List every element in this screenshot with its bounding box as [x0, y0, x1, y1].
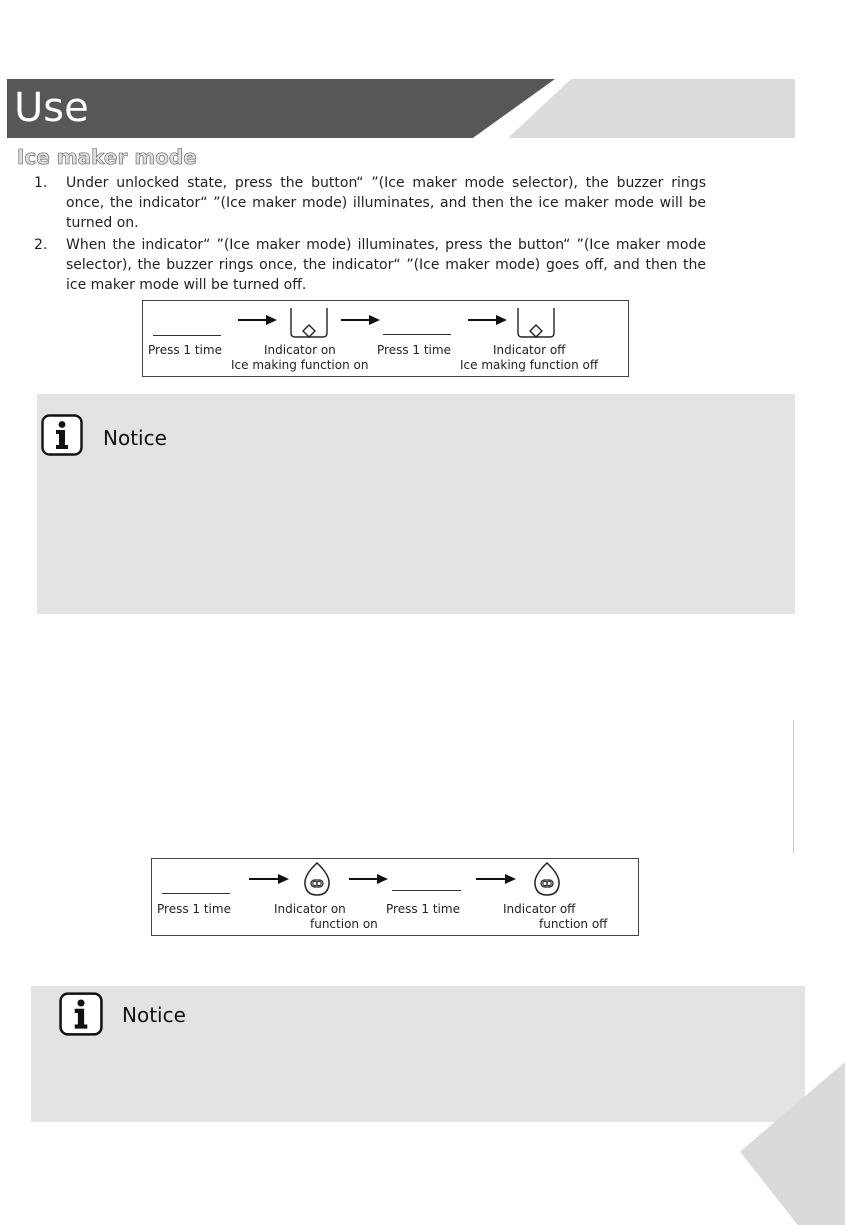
flow-step-label: Indicator off	[493, 343, 566, 357]
list-number: 2.	[34, 237, 48, 253]
flow-step-label: Press 1 time	[148, 343, 222, 357]
list-text: Under unlocked state, press the button“ ”(Ice maker mode selector), the buzzer rings once, the indicator“ ”(Ice maker mode) illuminates, and then the ice maker mode will be turned on.	[66, 175, 706, 231]
notice-title: Notice	[103, 426, 167, 450]
ice-maker-indicator-icon	[289, 305, 329, 343]
arrow-icon	[468, 319, 498, 321]
flow-step-label: Indicator off	[503, 902, 576, 916]
flow-step-label: function on	[310, 917, 378, 931]
flow-diagram-ice-maker	[142, 300, 629, 377]
droplet-indicator-icon	[532, 861, 562, 901]
flow-diagram-function	[151, 858, 639, 936]
list-text: When the indicator“ ”(Ice maker mode) illuminates, press the button“ ”(Ice maker mode selector), the buzzer rings once, the indicator“ ”(Ice maker mode) goes off, and then the ice maker mode will be turned off.	[66, 237, 706, 293]
flow-step-label: Press 1 time	[157, 902, 231, 916]
page-title: Use	[14, 85, 89, 131]
arrow-head-icon	[278, 874, 289, 884]
flow-step-label: Indicator on	[274, 902, 346, 916]
button-placeholder-line	[392, 890, 461, 891]
list-item	[34, 173, 706, 233]
arrow-icon	[341, 319, 371, 321]
button-placeholder-line	[162, 893, 230, 894]
arrow-head-icon	[496, 315, 507, 325]
flow-step-label: Ice making function on	[231, 358, 369, 372]
ice-maker-indicator-icon	[516, 305, 556, 343]
flow-step-label: Indicator on	[264, 343, 336, 357]
arrow-icon	[238, 319, 268, 321]
droplet-indicator-icon	[302, 861, 332, 901]
button-placeholder-line	[153, 335, 221, 336]
button-placeholder-line	[383, 334, 451, 335]
arrow-head-icon	[266, 315, 277, 325]
arrow-icon	[476, 878, 507, 880]
flow-step-label: Ice making function off	[460, 358, 599, 372]
notice-title: Notice	[122, 1003, 186, 1027]
arrow-icon	[349, 878, 379, 880]
divider-line	[793, 720, 794, 853]
list-item	[34, 235, 706, 295]
arrow-head-icon	[505, 874, 516, 884]
section-heading: Ice maker mode	[17, 145, 197, 169]
info-icon	[41, 414, 83, 456]
header-band	[7, 79, 555, 138]
info-icon	[59, 992, 103, 1036]
header-band-accent	[508, 79, 795, 138]
instruction-list	[34, 173, 706, 297]
flow-step-label: Press 1 time	[377, 343, 451, 357]
list-number: 1.	[34, 175, 48, 191]
notice-box	[31, 986, 805, 1122]
arrow-icon	[249, 878, 280, 880]
arrow-head-icon	[369, 315, 380, 325]
arrow-head-icon	[377, 874, 388, 884]
flow-step-label: function off	[539, 917, 608, 931]
flow-step-label: Press 1 time	[386, 902, 460, 916]
notice-box	[37, 394, 795, 614]
